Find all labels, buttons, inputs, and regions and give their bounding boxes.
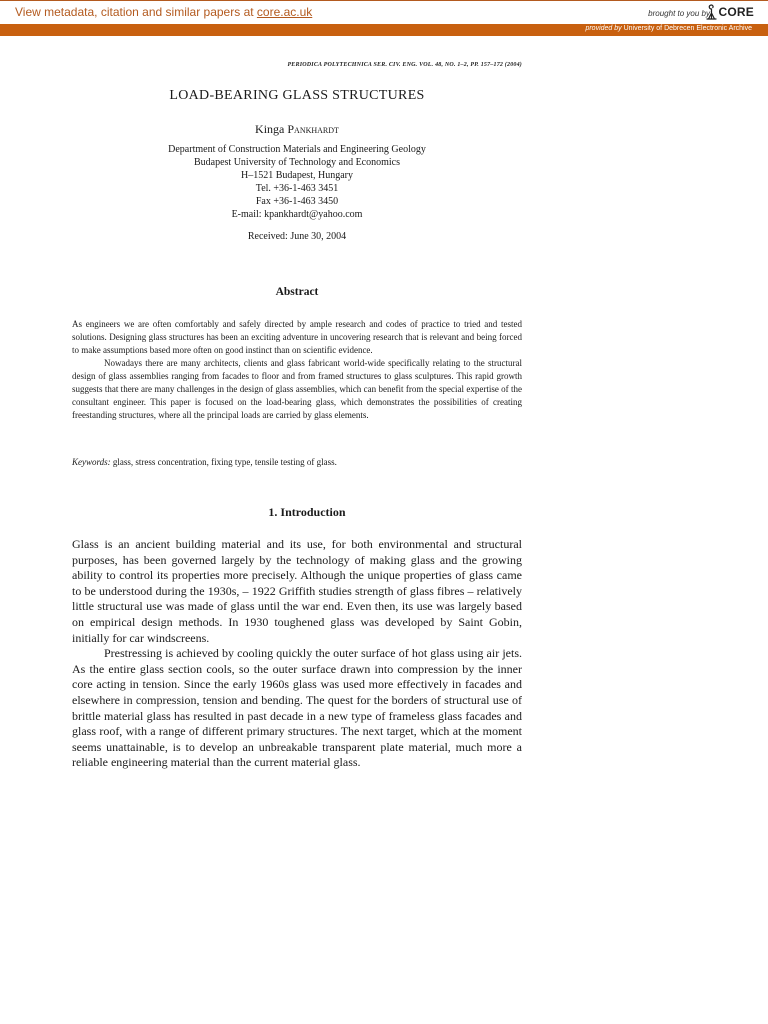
author-first-name: Kinga [255, 122, 285, 136]
provided-by-label: provided by [585, 25, 622, 32]
abstract-paragraph: Nowadays there are many architects, clients and glass fabricant world-wide specifically relating to the structural design of glass assemblies ranging from facades to floor and from framed structures to glass sculptures. This rapid growth suggests that there are many challenges in the design of glass assemblies, which can benefit from the special expertise of the consultant engineer. This paper is focused on the load-bearing glass, which demonstrates the possibilities of creating freestanding structures, where all the principal loads are carried by glass elements. [72, 358, 522, 420]
core-logo-text: CORE [718, 5, 754, 19]
received-date: Received: June 30, 2004 [247, 231, 347, 242]
core-logo[interactable] [706, 4, 754, 20]
affiliation-email: E-mail: kpankhardt@yahoo.com [231, 209, 363, 220]
section-heading-introduction: 1. Introduction [268, 505, 346, 519]
keywords-list: glass, stress concentration, fixing type, tensile testing of glass. [112, 457, 337, 467]
keywords [72, 456, 522, 468]
provided-by-org[interactable]: University of Debrecen Electronic Archive [623, 25, 752, 32]
affiliation-fax: Fax +36-1-463 3450 [255, 196, 339, 207]
paper-title: LOAD-BEARING GLASS STRUCTURES [169, 88, 425, 103]
abstract-heading: Abstract [275, 286, 319, 298]
core-banner [0, 0, 768, 24]
author-affiliation [72, 143, 522, 221]
provided-by-text[interactable] [585, 25, 752, 32]
abstract-paragraph: As engineers we are often comfortably and safely directed by ample research and codes of practice to tried and tested solutions. Designing glass structures has been an exciting adventure in uncovering research that is relevant and being forced to make assumptions based more often on good instinct than on scientific evidence. [72, 319, 522, 355]
provided-by-bar [0, 24, 768, 36]
brought-to-you-text: brought to you by [648, 9, 710, 18]
intro-paragraph: Glass is an ancient building material and its use, for both environmental and structural purposes, has been governed largely by the technology of making glass and the growing ability to control its properties more precisely. Although the unique properties of glass came to be understood during the 1930s, – 1922 Griffith studies strength of glass fibres – relatively little structural use was made of glass until the war end. Even then, its use was largely based on empirical design methods. In 1930 toughened glass was developed by Saint Gobin, initially for car windscreens. [72, 537, 522, 645]
affiliation-department: Department of Construction Materials and Engineering Geology [168, 144, 426, 155]
introduction-body [72, 537, 522, 771]
affiliation-university: Budapest University of Technology and Economics [193, 157, 401, 168]
affiliation-address: H–1521 Budapest, Hungary [241, 170, 353, 181]
affiliation-phone: Tel. +36-1-463 3451 [255, 183, 339, 194]
core-url-link[interactable]: core.ac.uk [256, 5, 313, 19]
keywords-label: Keywords: [72, 457, 111, 467]
author-name [72, 122, 522, 137]
core-link-prefix: View metadata, citation and similar papers at [15, 5, 257, 19]
journal-citation: PERIODICA POLYTECHNICA SER. CIV. ENG. VOL. 48, NO. 1–2, PP. 157–172 (2004) [287, 62, 522, 68]
author-last-name: Pankhardt [287, 122, 339, 136]
core-logo-icon [706, 4, 717, 20]
intro-paragraph: Prestressing is achieved by cooling quickly the outer surface of hot glass using air jets. As the entire glass section cools, so the outer surface drawn into compression by the inner core acting in tension. Since the early 1960s glass was used more effectively in facades and elsewhere in compression, tension and bending. The quest for the borders of structural use of brittle material glass has resulted in past decade in a new type of frameless glass facades and glass roof, with a range of different primary structures. The next target, which at the moment seems unattainable, is to develop an unbreakable transparent plate material, much more a reliable engineering material than the current material glass. [72, 646, 522, 770]
core-metadata-link[interactable] [15, 5, 312, 19]
abstract-body [72, 318, 522, 422]
